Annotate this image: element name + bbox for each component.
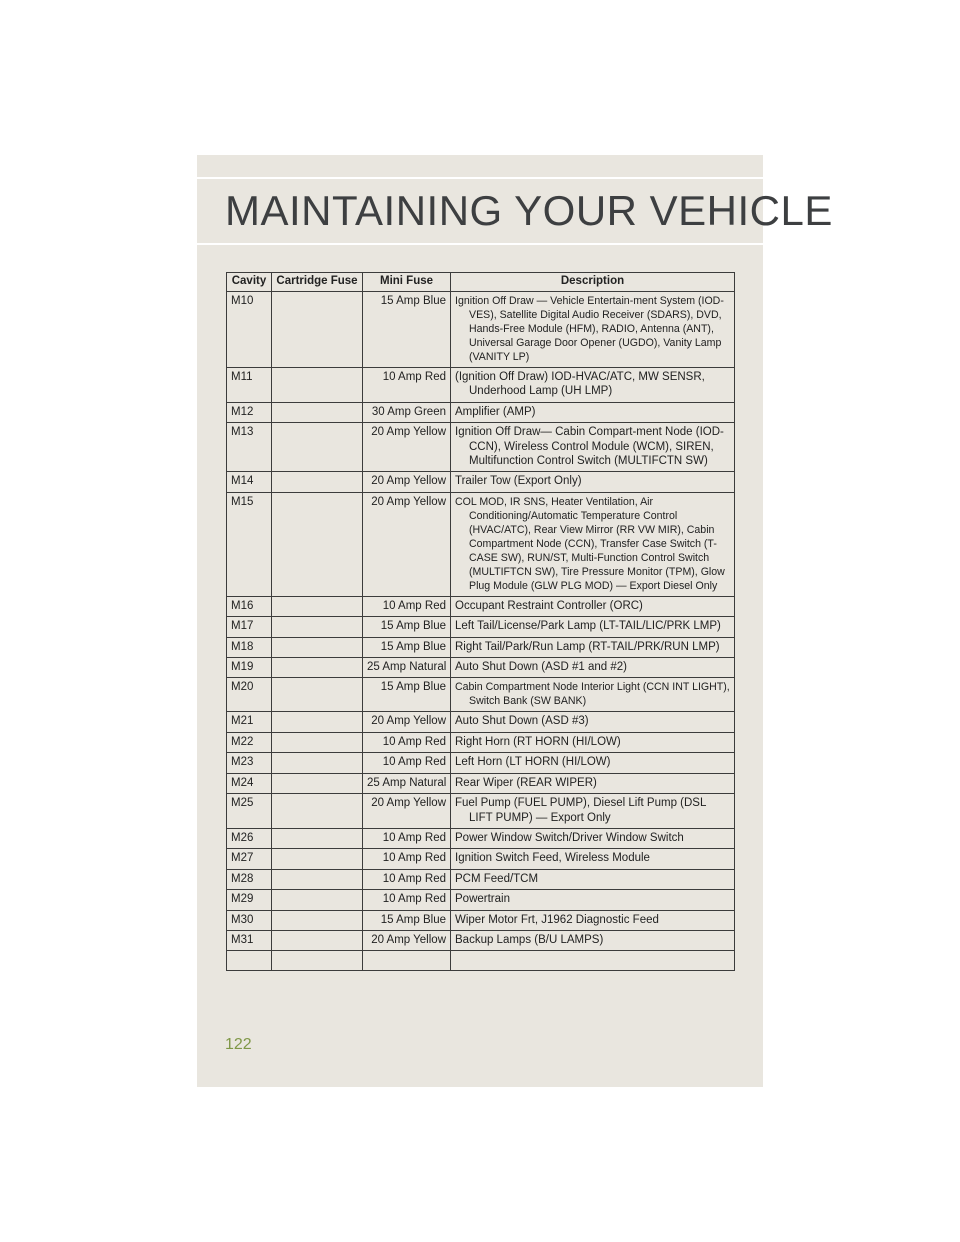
description-cell: [451, 753, 735, 773]
section-title: MAINTAINING YOUR VEHICLE: [225, 187, 833, 234]
description-cell: [451, 423, 735, 472]
cartridge-fuse-cell: [272, 794, 363, 829]
mini-fuse-cell: 20 Amp Yellow: [363, 492, 451, 596]
description-text: Rear Wiper (REAR WIPER): [455, 776, 597, 789]
cartridge-fuse-cell: [272, 869, 363, 889]
cartridge-fuse-cell: [272, 617, 363, 637]
table-row: [227, 869, 735, 889]
cavity-cell: M10: [227, 292, 272, 368]
cavity-cell: M20: [227, 678, 272, 712]
mini-fuse-cell: 20 Amp Yellow: [363, 472, 451, 492]
description-cell: [451, 292, 735, 368]
table-row: [227, 423, 735, 472]
cartridge-fuse-cell: [272, 368, 363, 403]
cartridge-fuse-cell: [272, 492, 363, 596]
cavity-cell: M19: [227, 658, 272, 678]
cartridge-fuse-cell: [272, 678, 363, 712]
description-text: Auto Shut Down (ASD #3): [455, 715, 589, 728]
cavity-cell: M12: [227, 402, 272, 422]
cartridge-fuse-cell: [272, 753, 363, 773]
fuse-table-body: [227, 292, 735, 971]
description-text: Trailer Tow (Export Only): [455, 475, 582, 488]
mini-fuse-cell: 20 Amp Yellow: [363, 423, 451, 472]
cavity-cell: M29: [227, 890, 272, 910]
table-row: [227, 828, 735, 848]
cartridge-fuse-cell: [272, 472, 363, 492]
description-cell: [451, 849, 735, 869]
cartridge-fuse-cell: [272, 910, 363, 930]
table-row: [227, 773, 735, 793]
description-text: Wiper Motor Frt, J1962 Diagnostic Feed: [455, 913, 659, 926]
description-text: Powertrain: [455, 893, 510, 906]
cavity-cell: M26: [227, 828, 272, 848]
cavity-cell: M11: [227, 368, 272, 403]
mini-fuse-cell: 25 Amp Natural: [363, 658, 451, 678]
cavity-cell: M14: [227, 472, 272, 492]
cartridge-fuse-cell: [272, 596, 363, 616]
cavity-cell: M13: [227, 423, 272, 472]
table-row: [227, 849, 735, 869]
description-cell: [451, 890, 735, 910]
description-cell: [451, 930, 735, 950]
cartridge-fuse-cell: [272, 849, 363, 869]
cartridge-fuse-cell: [272, 423, 363, 472]
description-cell: [451, 678, 735, 712]
table-row: [227, 658, 735, 678]
description-text: Fuel Pump (FUEL PUMP), Diesel Lift Pump (DSL LIFT PUMP) — Export Only: [455, 797, 706, 824]
description-text: Right Horn (RT HORN (HI/LOW): [455, 735, 621, 748]
mini-fuse-cell: 10 Amp Red: [363, 368, 451, 403]
description-text: Left Horn (LT HORN (HI/LOW): [455, 756, 611, 769]
description-text: Cabin Compartment Node Interior Light (CCN INT LIGHT), Switch Bank (SW BANK): [455, 681, 730, 708]
description-cell: [451, 732, 735, 752]
description-cell: [451, 658, 735, 678]
table-row: [227, 794, 735, 829]
column-header-cavity: Cavity: [227, 273, 272, 292]
description-cell: [451, 368, 735, 403]
mini-fuse-cell: 10 Amp Red: [363, 890, 451, 910]
cavity-cell: M25: [227, 794, 272, 829]
table-row: [227, 292, 735, 368]
description-text: Left Tail/License/Park Lamp (LT-TAIL/LIC/PRK LMP): [455, 620, 721, 633]
mini-fuse-cell: 20 Amp Yellow: [363, 712, 451, 732]
table-row: [227, 402, 735, 422]
cavity-cell: M23: [227, 753, 272, 773]
cavity-cell: M17: [227, 617, 272, 637]
description-text: Ignition Off Draw — Vehicle Entertain-ment System (IOD-VES), Satellite Digital Audio Receiver (SDARS), DVD, Hands-Free Module (HFM), RADIO, Antenna (ANT), Universal Garage Door Opener (UGDO), Vanity Lamp (VANITY LP): [455, 295, 724, 363]
table-row: [227, 753, 735, 773]
column-header-description: Description: [451, 273, 735, 292]
table-row: [227, 678, 735, 712]
mini-fuse-cell: 20 Amp Yellow: [363, 930, 451, 950]
description-text: (Ignition Off Draw) IOD-HVAC/ATC, MW SENSR, Underhood Lamp (UH LMP): [455, 371, 705, 398]
table-row: [227, 596, 735, 616]
description-cell: [451, 492, 735, 596]
description-cell: [451, 472, 735, 492]
description-text: COL MOD, IR SNS, Heater Ventilation, Air Conditioning/Automatic Temperature Control (HVAC/ATC), Rear View Mirror (RR VW MIR), Cabin Compartment Node (CCN), Transfer Case Switch (T-CASE SW), RUN/ST, Multi-Function Control Switch (MULTIFTCN SW), Tire Pressure Monitor (TPM), Glow Plug Module (GLW PLG MOD) — Export Diesel Only: [455, 495, 725, 592]
column-header-mini-fuse: Mini Fuse: [363, 273, 451, 292]
description-text: Ignition Switch Feed, Wireless Module: [455, 852, 650, 865]
mini-fuse-cell: 10 Amp Red: [363, 869, 451, 889]
description-cell: [451, 596, 735, 616]
mini-fuse-cell: 15 Amp Blue: [363, 678, 451, 712]
cartridge-fuse-cell: [272, 292, 363, 368]
column-header-cartridge-fuse: Cartridge Fuse: [272, 273, 363, 292]
mini-fuse-cell: 15 Amp Blue: [363, 910, 451, 930]
top-divider: [197, 177, 763, 179]
cartridge-fuse-cell: [272, 930, 363, 950]
cartridge-fuse-cell: [272, 773, 363, 793]
cavity-cell: M15: [227, 492, 272, 596]
header-divider: [197, 243, 763, 245]
description-cell: [451, 402, 735, 422]
mini-fuse-cell: 10 Amp Red: [363, 849, 451, 869]
table-row: [227, 712, 735, 732]
cartridge-fuse-cell: [272, 732, 363, 752]
cartridge-fuse-cell: [272, 402, 363, 422]
mini-fuse-cell: 25 Amp Natural: [363, 773, 451, 793]
cavity-cell: M27: [227, 849, 272, 869]
mini-fuse-cell: 30 Amp Green: [363, 402, 451, 422]
description-text: Backup Lamps (B/U LAMPS): [455, 933, 604, 946]
table-row: [227, 890, 735, 910]
cartridge-fuse-cell: [272, 828, 363, 848]
cavity-cell: M31: [227, 930, 272, 950]
description-cell: [451, 869, 735, 889]
table-row: [227, 930, 735, 950]
table-row: [227, 368, 735, 403]
description-cell: [451, 617, 735, 637]
table-row: [227, 732, 735, 752]
empty-cell: [363, 951, 451, 971]
fuse-table: [226, 272, 735, 971]
table-row: [227, 910, 735, 930]
table-row: [227, 492, 735, 596]
empty-table-row: [227, 951, 735, 971]
table-row: [227, 637, 735, 657]
description-text: PCM Feed/TCM: [455, 872, 539, 885]
description-cell: [451, 637, 735, 657]
cavity-cell: M24: [227, 773, 272, 793]
description-cell: [451, 773, 735, 793]
description-text: Right Tail/Park/Run Lamp (RT-TAIL/PRK/RUN LMP): [455, 640, 720, 653]
mini-fuse-cell: 15 Amp Blue: [363, 617, 451, 637]
table-header-row: [227, 273, 735, 292]
cartridge-fuse-cell: [272, 890, 363, 910]
mini-fuse-cell: 10 Amp Red: [363, 596, 451, 616]
cavity-cell: M16: [227, 596, 272, 616]
cavity-cell: M28: [227, 869, 272, 889]
description-text: Auto Shut Down (ASD #1 and #2): [455, 661, 627, 674]
table-row: [227, 617, 735, 637]
description-text: Power Window Switch/Driver Window Switch: [455, 831, 684, 844]
mini-fuse-cell: 20 Amp Yellow: [363, 794, 451, 829]
page-number: 122: [225, 1036, 252, 1053]
mini-fuse-cell: 15 Amp Blue: [363, 292, 451, 368]
description-cell: [451, 794, 735, 829]
description-cell: [451, 828, 735, 848]
empty-cell: [227, 951, 272, 971]
mini-fuse-cell: 10 Amp Red: [363, 828, 451, 848]
table-row: [227, 472, 735, 492]
cavity-cell: M21: [227, 712, 272, 732]
mini-fuse-cell: 10 Amp Red: [363, 732, 451, 752]
cartridge-fuse-cell: [272, 712, 363, 732]
empty-cell: [272, 951, 363, 971]
description-text: Occupant Restraint Controller (ORC): [455, 599, 643, 612]
manual-page: [197, 155, 833, 1087]
mini-fuse-cell: 15 Amp Blue: [363, 637, 451, 657]
empty-cell: [451, 951, 735, 971]
description-cell: [451, 712, 735, 732]
cavity-cell: M30: [227, 910, 272, 930]
description-text: Ignition Off Draw— Cabin Compart-ment Node (IOD-CCN), Wireless Control Module (WCM), SIREN, Multifunction Control Switch (MULTIFCTN SW): [455, 426, 724, 468]
cavity-cell: M18: [227, 637, 272, 657]
cavity-cell: M22: [227, 732, 272, 752]
cartridge-fuse-cell: [272, 637, 363, 657]
cartridge-fuse-cell: [272, 658, 363, 678]
description-text: Amplifier (AMP): [455, 405, 536, 418]
mini-fuse-cell: 10 Amp Red: [363, 753, 451, 773]
description-cell: [451, 910, 735, 930]
